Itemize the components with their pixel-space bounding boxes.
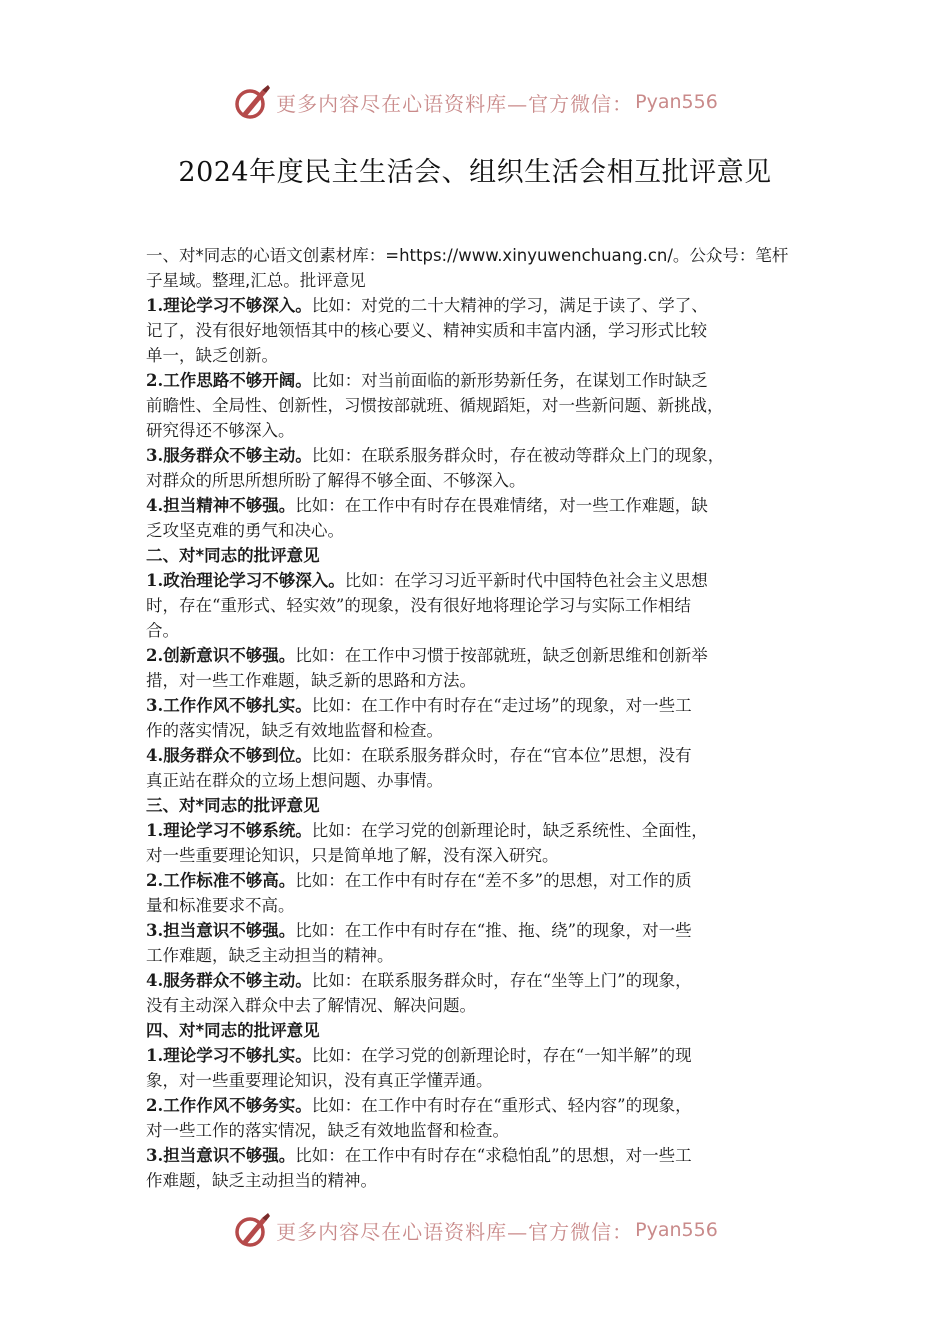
item-lead: 2.工作思路不够开阔。 [146, 371, 312, 390]
item-text: 对一些工作的落实情况，缺乏有效地监督和检查。 [146, 1121, 509, 1140]
document-body [146, 243, 814, 1193]
item-line [146, 643, 814, 668]
section-heading: 三、对*同志的批评意见 [146, 796, 320, 815]
item-line [146, 568, 814, 593]
item-line [146, 743, 814, 768]
item-text: 比如：在学习党的创新理论时，缺乏系统性、全面性， [311, 821, 708, 840]
item-text: 比如：在联系服务群众时，存在被动等群众上门的现象， [311, 446, 725, 465]
item-text: 象，对一些重要理论知识，没有真正学懂弄通。 [146, 1071, 493, 1090]
item-text: 比如：在工作中有时存在“重形式、轻内容”的现象， [311, 1096, 692, 1115]
item-line [146, 1093, 814, 1118]
item-line [146, 618, 814, 643]
item-line [146, 993, 814, 1018]
item-line [146, 593, 814, 618]
item-line [146, 843, 814, 868]
banner-wechat-id: Pyan556 [635, 91, 718, 113]
item-line [146, 968, 814, 993]
item-line [146, 1118, 814, 1143]
section-heading: 四、对*同志的批评意见 [146, 1021, 320, 1040]
item-text: 比如：在工作中有时存在“差不多”的思想，对工作的质 [295, 871, 692, 890]
item-text: 合。 [146, 621, 179, 640]
item-line [146, 693, 814, 718]
item-text: 比如：在学习党的创新理论时，存在“一知半解”的现 [311, 1046, 692, 1065]
item-text: 作难题，缺乏主动担当的精神。 [146, 1171, 377, 1190]
item-text: 作的落实情况，缺乏有效地监督和检查。 [146, 721, 443, 740]
section-heading: 二、对*同志的批评意见 [146, 546, 320, 565]
item-text: 量和标准要求不高。 [146, 896, 295, 915]
item-text: 比如：在工作中有时存在畏难情绪，对一些工作难题，缺 [295, 496, 708, 515]
item-line [146, 868, 814, 893]
page-title: 2024年度民主生活会、组织生活会相互批评意见 [178, 157, 772, 188]
item-text: 前瞻性、全局性、创新性，习惯按部就班、循规蹈矩，对一些新问题、新挑战， [146, 396, 724, 415]
intro-line: 一、对*同志的心语文创素材库：=https://www.xinyuwenchuang.cn/。公众号：笔杆 [146, 246, 789, 265]
header-watermark-banner [0, 80, 950, 124]
item-text: 真正站在群众的立场上想问题、办事情。 [146, 771, 443, 790]
footer-watermark-banner [0, 1208, 950, 1252]
item-text: 比如：在联系服务群众时，存在“坐等上门”的现象， [311, 971, 692, 990]
item-text: 措，对一些工作难题，缺乏新的思路和方法。 [146, 671, 476, 690]
item-line [146, 493, 814, 518]
item-text: 比如：在学习习近平新时代中国特色社会主义思想 [344, 571, 708, 590]
item-text: 对群众的所思所想所盼了解得不够全面、不够深入。 [146, 471, 526, 490]
item-line [146, 943, 814, 968]
item-text: 记了，没有很好地领悟其中的核心要义、精神实质和丰富内涵，学习形式比较 [146, 321, 707, 340]
item-text: 比如：在工作中习惯于按部就班，缺乏创新思维和创新举 [295, 646, 708, 665]
item-text: 比如：在工作中有时存在“求稳怕乱”的思想，对一些工 [295, 1146, 692, 1165]
item-lead: 2.工作作风不够务实。 [146, 1096, 312, 1115]
item-line [146, 468, 814, 493]
item-line [146, 818, 814, 843]
item-text: 乏攻坚克难的勇气和决心。 [146, 521, 344, 540]
pen-logo-icon [232, 82, 272, 122]
intro-line: 子星域。整理,汇总。批评意见 [146, 271, 366, 290]
item-line [146, 668, 814, 693]
item-text: 研究得还不够深入。 [146, 421, 295, 440]
item-text: 没有主动深入群众中去了解情况、解决问题。 [146, 996, 476, 1015]
item-text: 比如：在联系服务群众时，存在“官本位”思想，没有 [311, 746, 692, 765]
item-line [146, 518, 814, 543]
item-lead: 3.工作作风不够扎实。 [146, 696, 312, 715]
item-line [146, 393, 814, 418]
item-line [146, 368, 814, 393]
item-lead: 1.政治理论学习不够深入。 [146, 571, 345, 590]
item-text: 对一些重要理论知识，只是简单地了解，没有深入研究。 [146, 846, 559, 865]
item-text: 时，存在“重形式、轻实效”的现象，没有很好地将理论学习与实际工作相结 [146, 596, 691, 615]
item-lead: 4.服务群众不够主动。 [146, 971, 312, 990]
item-line [146, 1143, 814, 1168]
item-lead: 1.理论学习不够深入。 [146, 296, 312, 315]
item-line [146, 1068, 814, 1093]
item-text: 工作难题，缺乏主动担当的精神。 [146, 946, 394, 965]
item-line [146, 718, 814, 743]
item-line [146, 443, 814, 468]
item-lead: 4.服务群众不够到位。 [146, 746, 312, 765]
banner-wechat-id: Pyan556 [635, 1219, 718, 1241]
banner-text: 更多内容尽在心语资料库—官方微信： [276, 91, 634, 116]
item-lead: 1.理论学习不够扎实。 [146, 1046, 312, 1065]
item-line [146, 918, 814, 943]
item-lead: 3.担当意识不够强。 [146, 921, 296, 940]
item-line [146, 768, 814, 793]
item-line [146, 1168, 814, 1193]
item-line [146, 1043, 814, 1068]
item-lead: 3.担当意识不够强。 [146, 1146, 296, 1165]
item-text: 比如：对党的二十大精神的学习，满足于读了、学了、 [311, 296, 708, 315]
item-line [146, 343, 814, 368]
item-text: 比如：在工作中有时存在“推、拖、绕”的现象，对一些 [295, 921, 692, 940]
item-line [146, 418, 814, 443]
pen-logo-icon [232, 1210, 272, 1250]
item-line [146, 293, 814, 318]
item-line [146, 893, 814, 918]
banner-text: 更多内容尽在心语资料库—官方微信： [276, 1219, 634, 1244]
item-text: 单一，缺乏创新。 [146, 346, 278, 365]
item-lead: 1.理论学习不够系统。 [146, 821, 312, 840]
item-lead: 2.工作标准不够高。 [146, 871, 296, 890]
item-text: 比如：在工作中有时存在“走过场”的现象，对一些工 [311, 696, 692, 715]
item-lead: 3.服务群众不够主动。 [146, 446, 312, 465]
item-lead: 4.担当精神不够强。 [146, 496, 296, 515]
item-line [146, 318, 814, 343]
item-lead: 2.创新意识不够强。 [146, 646, 296, 665]
item-text: 比如：对当前面临的新形势新任务，在谋划工作时缺乏 [311, 371, 708, 390]
